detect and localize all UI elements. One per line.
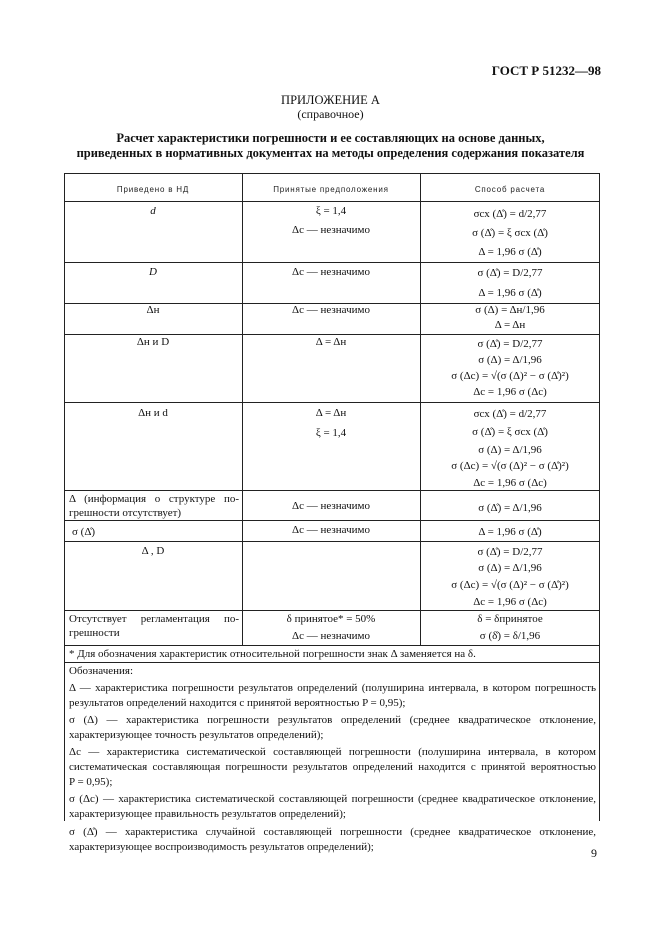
formula: σ (Δ̊) = Δ/1,96 xyxy=(478,502,542,514)
assumption-cell: Δс — незначимо xyxy=(292,304,370,316)
note-line: σ (Δс) — характеристика систематической составляющей погрешности (среднее квадратическое отклонение, xyxy=(69,793,596,805)
main-title-line: Расчет характеристики погрешности и ее составляющих на основе данных, xyxy=(116,131,545,145)
document-number: ГОСТ Р 51232—98 xyxy=(491,63,601,78)
note-line: σ (Δ) — характеристика погрешности результатов определений (среднее квадратическое отклонение, xyxy=(69,714,596,726)
given-cell: Δ , D xyxy=(141,545,165,557)
given-cell: Δн и d xyxy=(138,407,168,419)
given-cell: σ (Δ̊) xyxy=(72,526,96,538)
table-footnote: * Для обозначения характеристик относительной погрешности знак Δ заменяется на δ. xyxy=(69,648,476,660)
page-number: 9 xyxy=(591,846,597,860)
formula: σ (Δс) = √(σ (Δ)² − σ (Δ̊)²) xyxy=(451,370,569,382)
column-header: Способ расчета xyxy=(474,185,546,194)
notes-heading: Обозначения: xyxy=(69,665,134,677)
table-rule xyxy=(64,541,600,542)
given-cell: Δ (информация о структуре по- xyxy=(69,493,239,505)
formula: σ (Δ̊) = ξ σсх (Δ̊) xyxy=(472,227,548,239)
formula: σ (Δ̊) = D/2,77 xyxy=(477,338,543,350)
note-line: P = 0,95); xyxy=(69,776,113,788)
note-line: характеризующее воспроизводимость результатов определений); xyxy=(69,841,374,853)
given-cell: Δн xyxy=(146,304,160,316)
table-rule xyxy=(64,262,600,263)
formula: Δс = 1,96 σ (Δс) xyxy=(473,386,547,398)
assumption-cell: Δс — незначимо xyxy=(292,500,370,512)
formula: Δ = 1,96 σ (Δ̊) xyxy=(478,526,542,538)
table-rule xyxy=(64,402,600,403)
table-rule xyxy=(64,201,600,202)
note-line: систематическая составляющая погрешности результатов определений находится с принятой вероятностью xyxy=(69,761,596,773)
note-line: результатов определений находится с принятой вероятностью P = 0,95); xyxy=(69,697,406,709)
formula: σ (Δс) = √(σ (Δ)² − σ (Δ̊)²) xyxy=(451,460,569,472)
appendix-title: ПРИЛОЖЕНИЕ А xyxy=(281,93,380,107)
formula: σ (Δ̊) = D/2,77 xyxy=(477,267,543,279)
column-header: Принятые предположения xyxy=(273,185,389,194)
given-cell: грешности отсутствует) xyxy=(69,507,182,519)
assumption-cell: Δс — незначимо xyxy=(292,524,370,536)
note-line: σ (Δ̊) — характеристика случайной составляющей погрешности (среднее квадратическое отклонение, xyxy=(69,826,596,838)
assumption-cell: Δс — незначимо xyxy=(292,224,370,236)
given-cell: Δн и D xyxy=(136,336,170,348)
note-line: Δ — характеристика погрешности результатов определений (полуширина интервала, в котором погрешность xyxy=(69,682,596,694)
table-rule xyxy=(64,173,600,174)
formula: σ (Δс) = √(σ (Δ)² − σ (Δ̊)²) xyxy=(451,579,569,591)
assumption-cell: Δ = Δн xyxy=(315,336,347,348)
assumption-cell: ξ = 1,4 xyxy=(315,205,347,217)
appendix-subtitle: (справочное) xyxy=(297,107,364,121)
formula: Δ = 1,96 σ (Δ̊) xyxy=(478,287,542,299)
given-cell: d xyxy=(150,205,156,217)
note-line: Δс — характеристика систематической составляющей погрешности (полуширина интервала, в котором xyxy=(69,746,596,758)
formula: σсх (Δ̊) = d/2,77 xyxy=(473,208,547,220)
formula: σ (Δ̊) = ξ σсх (Δ̊) xyxy=(472,426,548,438)
note-line: характеризующее правильность результатов определений); xyxy=(69,808,346,820)
note-line: характеризующее точность результатов определений); xyxy=(69,729,324,741)
formula: σ (Δ) = Δ/1,96 xyxy=(478,444,542,456)
table-rule xyxy=(64,610,600,611)
formula: σ (Δ) = Δ/1,96 xyxy=(478,562,542,574)
main-title xyxy=(60,131,601,161)
formula: σ (Δ) = Δн/1,96 xyxy=(475,304,545,316)
assumption-cell: Δс — незначимо xyxy=(292,630,370,642)
main-title-line: приведенных в нормативных документах на методы определения содержания показателя xyxy=(76,146,585,160)
table-rule xyxy=(64,662,600,663)
calculation-table xyxy=(64,173,600,821)
formula: σ (Δ̊) = D/2,77 xyxy=(477,546,543,558)
formula: Δ = 1,96 σ (Δ̊) xyxy=(478,246,542,258)
assumption-cell: δ принятое* = 50% xyxy=(286,613,376,625)
given-cell: D xyxy=(149,266,157,278)
formula: σ (δ̊) = δ/1,96 xyxy=(479,630,541,642)
given-cell: грешности xyxy=(69,627,120,639)
formula: σсх (Δ̊) = d/2,77 xyxy=(473,408,547,420)
formula: Δ = Δн xyxy=(494,319,526,331)
formula: Δс = 1,96 σ (Δс) xyxy=(473,596,547,608)
formula: Δс = 1,96 σ (Δс) xyxy=(473,477,547,489)
assumption-cell: Δс — незначимо xyxy=(292,266,370,278)
given-cell: Отсутствует регламентация по- xyxy=(69,613,239,625)
formula: σ (Δ) = Δ/1,96 xyxy=(478,354,542,366)
assumption-cell: ξ = 1,4 xyxy=(315,427,347,439)
table-rule xyxy=(64,645,600,646)
column-header: Приведено в НД xyxy=(116,185,190,194)
assumption-cell: Δ = Δн xyxy=(315,407,347,419)
formula: δ = δпринятое xyxy=(477,613,543,625)
